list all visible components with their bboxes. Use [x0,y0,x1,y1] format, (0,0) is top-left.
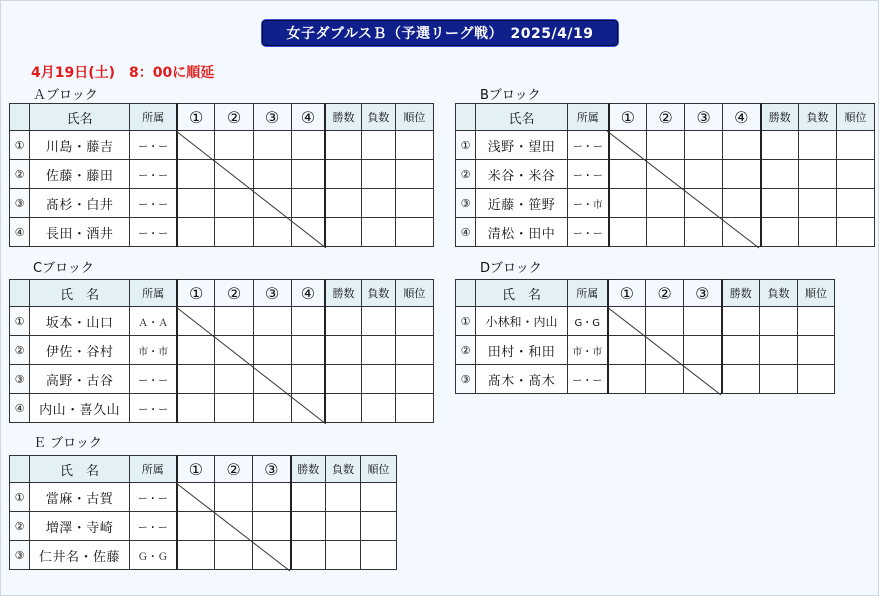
header-opponent-1: ① [177,104,215,131]
player-affiliation: ー・ー [130,394,177,423]
losses-cell [760,336,798,365]
player-affiliation: G・G [568,307,608,336]
result-cell [253,394,291,423]
rank-cell [361,512,397,541]
result-cell [291,131,325,160]
player-affiliation: ー・ー [130,160,177,189]
header-name: 氏名 [476,104,568,131]
header-opponent-3: ③ [685,104,723,131]
wins-cell [761,189,799,218]
player-names: 清松・田中 [476,218,568,247]
wins-cell [761,131,799,160]
wins-cell [325,189,361,218]
rank-cell [395,160,433,189]
player-names: 仁井名・佐藤 [30,541,130,570]
table-row [456,131,875,160]
wins-cell [722,365,760,394]
result-cell [647,218,685,247]
corner-cell [456,280,476,307]
result-cell [177,307,215,336]
header-losses: 負数 [799,104,837,131]
table-row [10,307,434,336]
player-names: 伊佐・谷村 [30,336,130,365]
player-affiliation: 市・市 [130,336,177,365]
row-number: ② [10,336,30,365]
row-number: ③ [456,365,476,394]
result-cell [609,189,647,218]
result-cell [608,365,646,394]
result-cell [215,160,253,189]
header-rank: 順位 [395,280,433,307]
row-number: ② [10,512,30,541]
result-cell [291,189,325,218]
losses-cell [326,512,361,541]
player-affiliation: ー・ー [130,483,177,512]
player-names: 内山・喜久山 [30,394,130,423]
rank-cell [798,365,835,394]
header-opponent-1: ① [177,280,215,307]
header-name: 氏 名 [476,280,568,307]
result-cell [253,336,291,365]
table-row [10,336,434,365]
header-name: 氏名 [30,104,130,131]
header-affiliation: 所属 [130,104,177,131]
table-row [456,189,875,218]
losses-cell [326,483,361,512]
result-cell [684,336,722,365]
losses-cell [799,218,837,247]
result-cell [177,218,215,247]
wins-cell [325,307,361,336]
header-wins: 勝数 [291,456,326,483]
player-names: 増澤・寺崎 [30,512,130,541]
header-opponent-2: ② [215,104,253,131]
losses-cell [361,307,395,336]
losses-cell [760,307,798,336]
rank-cell [395,131,433,160]
result-cell [646,307,684,336]
result-cell [646,336,684,365]
result-cell [609,218,647,247]
result-cell [253,218,291,247]
player-affiliation: ー・ー [130,218,177,247]
rank-cell [395,307,433,336]
wins-cell [722,307,760,336]
player-names: 米谷・米谷 [476,160,568,189]
player-affiliation: ー・ー [568,131,609,160]
result-cell [685,218,723,247]
header-rank: 順位 [798,280,835,307]
table-row [10,365,434,394]
header-affiliation: 所属 [130,456,177,483]
row-number: ① [10,131,30,160]
wins-cell [325,218,361,247]
table-row [456,365,835,394]
block-e-label: Ｅ ブロック [33,436,102,451]
result-cell [177,131,215,160]
block-c-table [9,279,434,423]
losses-cell [361,365,395,394]
player-affiliation: ー・ー [568,218,609,247]
result-cell [177,160,215,189]
result-cell [723,131,761,160]
wins-cell [761,160,799,189]
table-row [456,336,835,365]
result-cell [253,541,291,570]
header-opponent-3: ③ [253,104,291,131]
header-opponent-1: ① [177,456,215,483]
header-wins: 勝数 [325,104,361,131]
result-cell [215,365,253,394]
table-row [456,218,875,247]
table-row [10,218,434,247]
result-cell [215,394,253,423]
row-number: ④ [10,218,30,247]
result-cell [609,160,647,189]
header-opponent-2: ② [215,280,253,307]
rank-cell [395,189,433,218]
result-cell [215,218,253,247]
result-cell [685,160,723,189]
header-losses: 負数 [361,280,395,307]
losses-cell [326,541,361,570]
header-wins: 勝数 [722,280,760,307]
row-number: ④ [10,394,30,423]
header-opponent-3: ③ [684,280,722,307]
header-opponent-1: ① [608,280,646,307]
player-names: 近藤・笹野 [476,189,568,218]
result-cell [215,189,253,218]
result-cell [723,160,761,189]
wins-cell [722,336,760,365]
result-cell [177,394,215,423]
result-cell [646,365,684,394]
corner-cell [10,456,30,483]
player-names: 田村・和田 [476,336,568,365]
result-cell [291,336,325,365]
block-e-table [9,455,397,570]
header-affiliation: 所属 [130,280,177,307]
table-row [10,189,434,218]
wins-cell [325,365,361,394]
wins-cell [291,483,326,512]
result-cell [723,189,761,218]
row-number: ④ [456,218,476,247]
losses-cell [361,189,395,218]
result-cell [684,365,722,394]
block-d-label: Dブロック [480,261,542,276]
wins-cell [761,218,799,247]
player-names: 川島・藤吉 [30,131,130,160]
header-name: 氏 名 [30,456,130,483]
player-names: 當麻・古賀 [30,483,130,512]
result-cell [215,131,253,160]
block-b-table [455,103,875,247]
result-cell [177,541,215,570]
rank-cell [837,160,875,189]
losses-cell [361,394,395,423]
header-opponent-2: ② [215,456,253,483]
header-losses: 負数 [760,280,798,307]
row-number: ① [456,131,476,160]
wins-cell [291,541,326,570]
player-affiliation: ー・市 [568,189,609,218]
rank-cell [361,483,397,512]
table-row [456,160,875,189]
page-title: 女子ダブルスＢ（予選リーグ戦） 2025/4/19 [261,19,619,47]
header-opponent-2: ② [646,280,684,307]
losses-cell [361,336,395,365]
block-a-table [9,103,434,247]
losses-cell [361,218,395,247]
header-rank: 順位 [361,456,397,483]
losses-cell [799,189,837,218]
header-opponent-2: ② [647,104,685,131]
postponement-notice: 4月19日(土) 8：00に順延 [31,65,215,81]
losses-cell [760,365,798,394]
rank-cell [395,336,433,365]
header-opponent-4: ④ [291,280,325,307]
result-cell [215,336,253,365]
result-cell [253,365,291,394]
table-row [10,483,397,512]
wins-cell [291,512,326,541]
losses-cell [361,131,395,160]
header-name: 氏 名 [30,280,130,307]
row-number: ③ [10,189,30,218]
table-row [10,512,397,541]
rank-cell [837,131,875,160]
result-cell [253,483,291,512]
player-affiliation: ー・ー [130,512,177,541]
result-cell [291,394,325,423]
row-number: ③ [456,189,476,218]
rank-cell [395,365,433,394]
player-affiliation: ー・ー [568,365,608,394]
table-row [10,541,397,570]
player-names: 浅野・望田 [476,131,568,160]
header-opponent-3: ③ [253,456,291,483]
result-cell [177,336,215,365]
result-cell [291,365,325,394]
block-b-label: Bブロック [480,88,541,103]
rank-cell [798,336,835,365]
table-row [10,160,434,189]
header-rank: 順位 [837,104,875,131]
result-cell [608,336,646,365]
result-cell [647,160,685,189]
result-cell [215,483,253,512]
result-cell [291,307,325,336]
wins-cell [325,131,361,160]
result-cell [253,307,291,336]
header-affiliation: 所属 [568,280,608,307]
player-affiliation: ー・ー [130,131,177,160]
losses-cell [799,160,837,189]
rank-cell [395,218,433,247]
player-names: 長田・酒井 [30,218,130,247]
player-names: 小林和・内山 [476,307,568,336]
result-cell [177,512,215,541]
result-cell [253,512,291,541]
result-cell [291,160,325,189]
rank-cell [837,218,875,247]
header-wins: 勝数 [761,104,799,131]
player-affiliation: Ａ・Ａ [130,307,177,336]
player-affiliation: 市・市 [568,336,608,365]
wins-cell [325,336,361,365]
player-affiliation: ー・ー [130,189,177,218]
player-names: 佐藤・藤田 [30,160,130,189]
result-cell [177,483,215,512]
row-number: ③ [10,365,30,394]
rank-cell [395,394,433,423]
corner-cell [10,104,30,131]
result-cell [685,189,723,218]
wins-cell [325,160,361,189]
wins-cell [325,394,361,423]
table-row [10,131,434,160]
header-opponent-4: ④ [291,104,325,131]
row-number: ① [456,307,476,336]
player-affiliation: ー・ー [130,365,177,394]
result-cell [253,131,291,160]
result-cell [647,189,685,218]
header-wins: 勝数 [325,280,361,307]
row-number: ① [10,307,30,336]
row-number: ② [456,160,476,189]
table-row [456,307,835,336]
player-names: 高野・古谷 [30,365,130,394]
header-losses: 負数 [326,456,361,483]
result-cell [253,189,291,218]
result-cell [177,365,215,394]
result-cell [215,541,253,570]
row-number: ① [10,483,30,512]
result-cell [609,131,647,160]
header-opponent-3: ③ [253,280,291,307]
player-affiliation: Ｇ・Ｇ [130,541,177,570]
player-names: 髙杉・白井 [30,189,130,218]
result-cell [253,160,291,189]
losses-cell [799,131,837,160]
losses-cell [361,160,395,189]
result-cell [685,131,723,160]
rank-cell [837,189,875,218]
block-c-label: Cブロック [33,261,94,276]
header-losses: 負数 [361,104,395,131]
corner-cell [10,280,30,307]
block-a-label: Ａブロック [33,88,98,103]
header-rank: 順位 [395,104,433,131]
result-cell [215,307,253,336]
row-number: ③ [10,541,30,570]
result-cell [684,307,722,336]
rank-cell [361,541,397,570]
header-affiliation: 所属 [568,104,609,131]
result-cell [723,218,761,247]
row-number: ② [10,160,30,189]
row-number: ② [456,336,476,365]
table-row [10,394,434,423]
result-cell [291,218,325,247]
header-opponent-1: ① [609,104,647,131]
player-names: 坂本・山口 [30,307,130,336]
player-names: 髙木・髙木 [476,365,568,394]
player-affiliation: ー・ー [568,160,609,189]
result-cell [647,131,685,160]
block-d-table [455,279,835,394]
corner-cell [456,104,476,131]
rank-cell [798,307,835,336]
result-cell [608,307,646,336]
result-cell [215,512,253,541]
result-cell [177,189,215,218]
header-opponent-4: ④ [723,104,761,131]
